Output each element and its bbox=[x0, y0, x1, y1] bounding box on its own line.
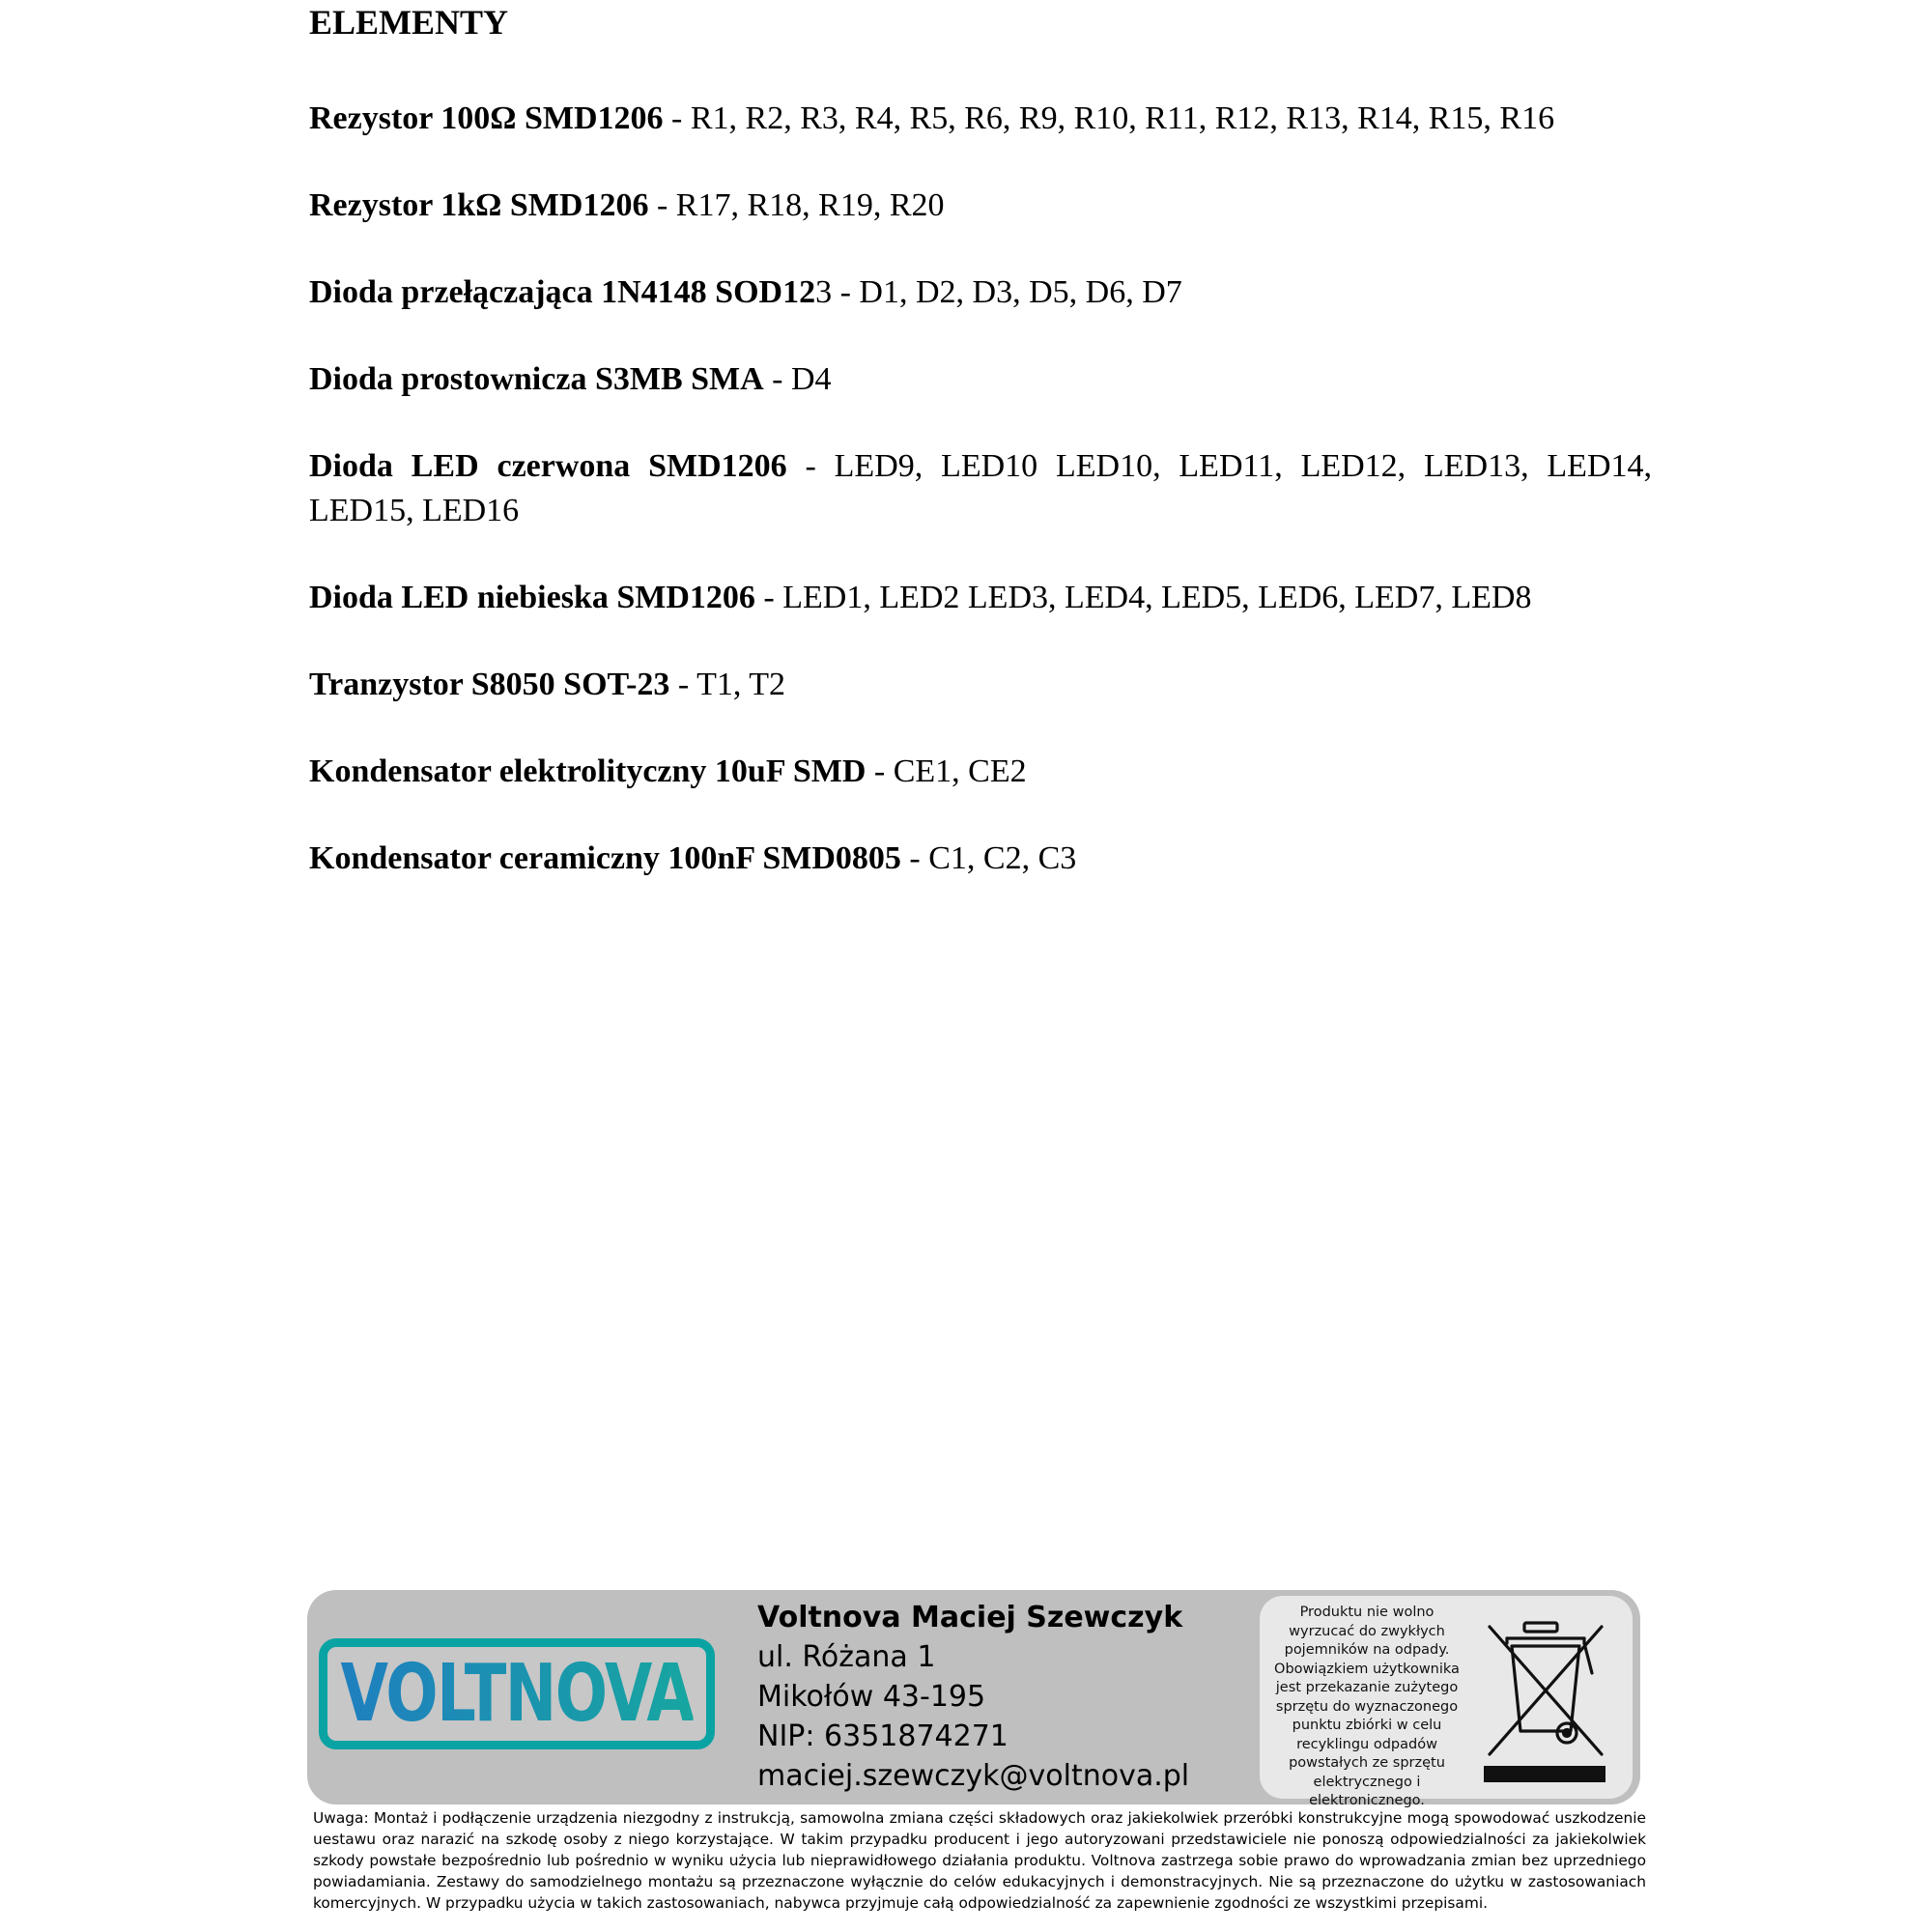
component-name: Rezystor 100Ω SMD1206 bbox=[309, 100, 664, 136]
component-name: Tranzystor S8050 SOT-23 bbox=[309, 667, 670, 702]
company-details bbox=[757, 1598, 1189, 1796]
component-name: Dioda prostownicza S3MB SMA bbox=[309, 361, 764, 397]
component-name: Kondensator ceramiczny 100nF SMD0805 bbox=[309, 840, 901, 876]
component-name: Dioda LED czerwona SMD1206 bbox=[309, 448, 787, 484]
list-item bbox=[309, 576, 1652, 620]
logo-text: VOLTNOVA bbox=[340, 1648, 694, 1740]
recycling-notice-box bbox=[1260, 1596, 1633, 1808]
company-name: Voltnova Maciej Szewczyk bbox=[757, 1601, 1183, 1634]
list-item bbox=[309, 357, 1652, 402]
component-name: Dioda LED niebieska SMD1206 bbox=[309, 580, 755, 615]
component-refs: - R17, R18, R19, R20 bbox=[648, 187, 945, 223]
component-refs: - C1, C2, C3 bbox=[900, 840, 1077, 876]
page-title: ELEMENTY bbox=[309, 3, 509, 42]
company-footer bbox=[307, 1590, 1640, 1808]
list-item bbox=[309, 663, 1652, 707]
component-refs: - LED9, LED10 LED10, LED11, LED12, LED13, LED14, LED15, LED16 bbox=[309, 448, 1652, 528]
recycling-notice: Produktu nie wolno wyrzucać do zwykłych pojemników na odpady. Obowiązkiem użytkownika jest przekazanie zużytego sprzętu do wyznaczonego punktu zbiórki w celu recyklingu odpadów powstałych ze sprzętu elektrycznego i elektronicznego. bbox=[1274, 1605, 1460, 1808]
company-nip: NIP: 6351874271 bbox=[757, 1719, 1009, 1753]
list-item bbox=[309, 444, 1652, 533]
component-name: Dioda przełączająca 1N4148 SOD12 bbox=[309, 274, 816, 310]
component-refs: 3 - D1, D2, D3, D5, D6, D7 bbox=[815, 274, 1182, 310]
component-refs: - CE1, CE2 bbox=[866, 753, 1027, 789]
list-item bbox=[309, 750, 1652, 794]
component-name: Kondensator elektrolityczny 10uF SMD bbox=[309, 753, 867, 789]
company-city: Mikołów 43-195 bbox=[757, 1680, 986, 1714]
list-item bbox=[309, 184, 1652, 228]
component-list bbox=[309, 97, 1652, 923]
component-refs: - T1, T2 bbox=[669, 667, 786, 702]
company-email: maciej.szewczyk@voltnova.pl bbox=[757, 1759, 1190, 1793]
crossed-out-wheelie-bin-icon bbox=[1482, 1617, 1607, 1783]
legal-disclaimer: Uwaga: Montaż i podłączenie urządzenia niezgodny z instrukcją, samowolna zmiana części składowych oraz jakiekolwiek przeróbki konstrukcyjne mogą spowodować uszkodzenie uestawu oraz narazić na szkodę osoby z niego korzystające. W takim przypadku producent i jego autoryzowani przedstawiciele nie ponoszą odpowiedzialności za jakiekolwiek szkody powstałe bezpośrednio lub pośrednio w wyniku użycia lub nieprawidłowego działania produktu. Voltnova zastrzega sobie prawo do wprowadzania zmian bez uprzedniego powiadamiania. Zestawy do samodzielnego montażu są przeznaczone wyłącznie do celów edukacyjnych i demonstracyjnych. Nie są przeznaczone do użytku w zastosowaniach komercyjnych. W przypadku użycia w takich zastosowaniach, nabywca przyjmuje całą odpowiedzialność za zapewnienie zgodności ze wszystkimi przepisami. bbox=[313, 1809, 1646, 1912]
company-street: ul. Różana 1 bbox=[757, 1640, 936, 1674]
voltnova-logo bbox=[319, 1638, 715, 1749]
list-item bbox=[309, 837, 1652, 881]
list-item bbox=[309, 97, 1652, 141]
component-refs: - R1, R2, R3, R4, R5, R6, R9, R10, R11, R12, R13, R14, R15, R16 bbox=[663, 100, 1555, 136]
component-refs: - D4 bbox=[763, 361, 832, 397]
component-refs: - LED1, LED2 LED3, LED4, LED5, LED6, LED7, LED8 bbox=[754, 580, 1532, 615]
component-name: Rezystor 1kΩ SMD1206 bbox=[309, 187, 649, 223]
list-item bbox=[309, 270, 1652, 315]
